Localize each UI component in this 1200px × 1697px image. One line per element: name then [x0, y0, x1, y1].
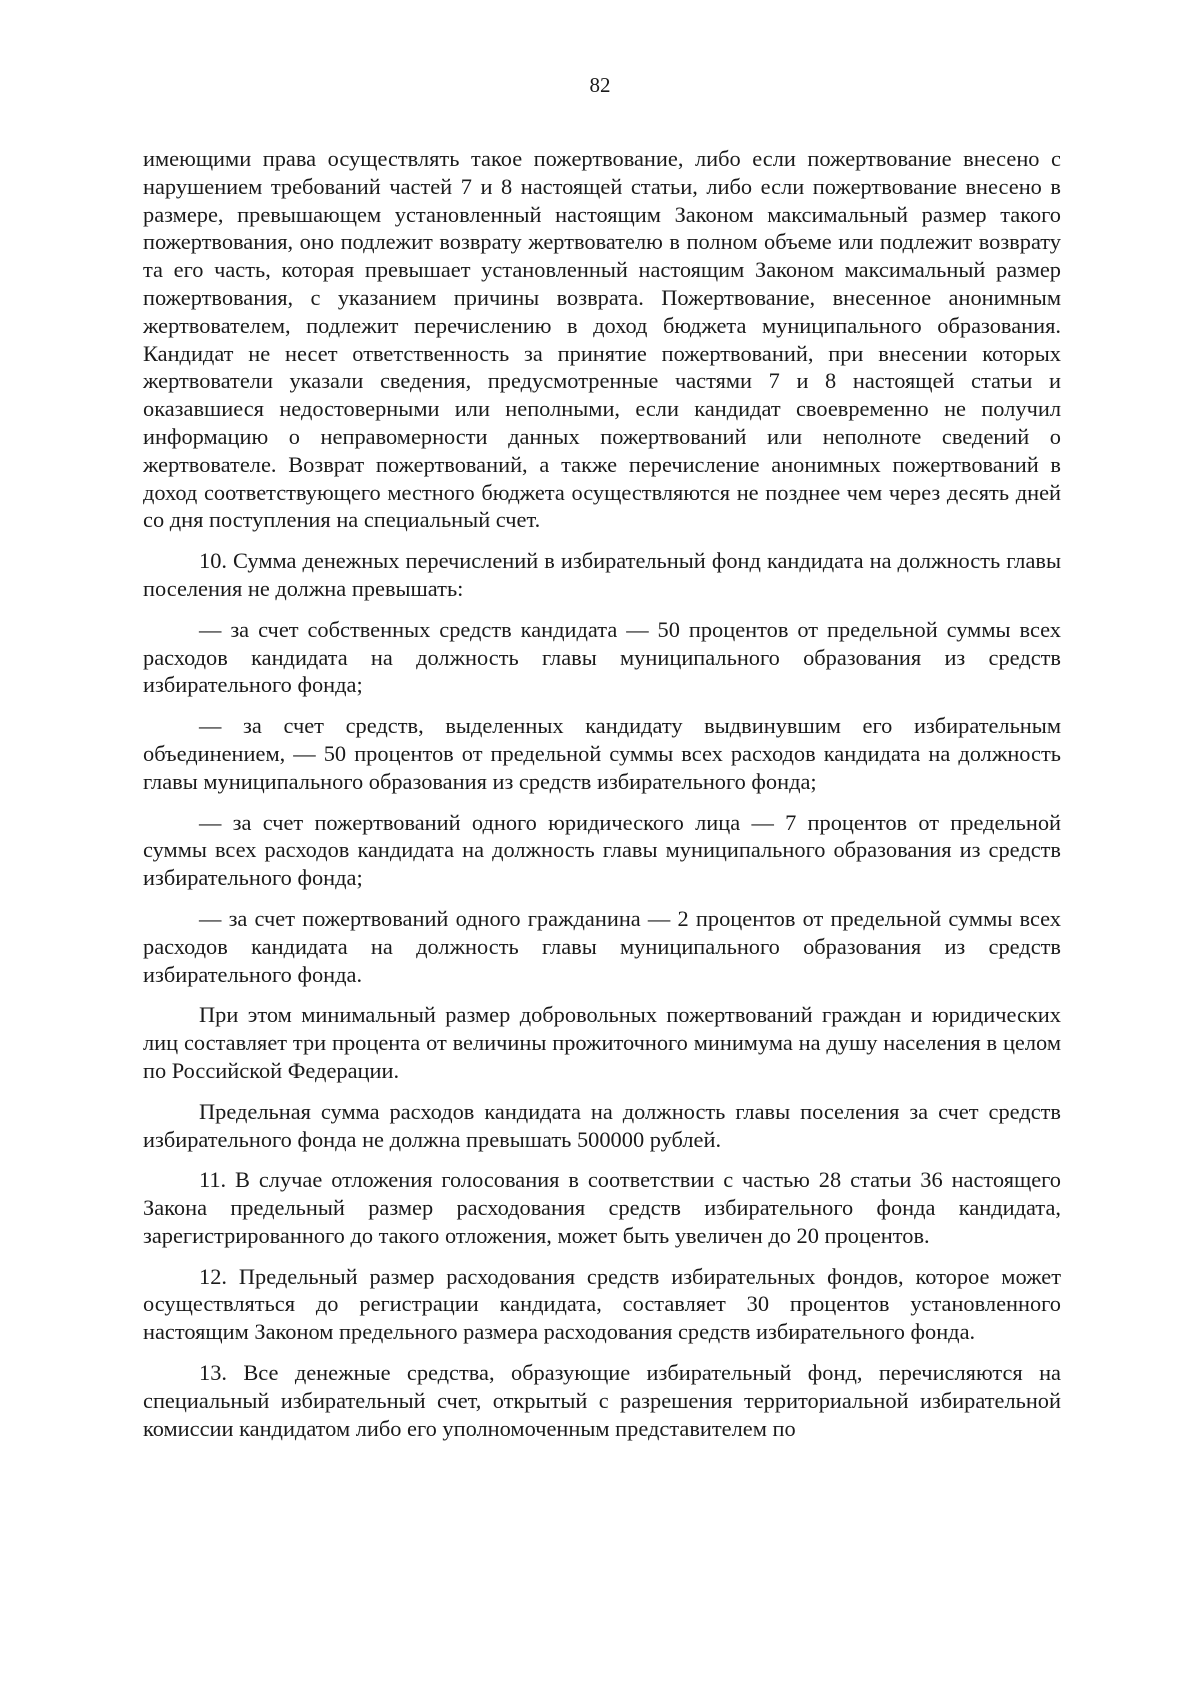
paragraph-own-funds: — за счет собственных средств кандидата — 50 процентов от предельной суммы всех расходов кандидата на должность главы муниципального образования из средств избирательного фонда;	[143, 616, 1061, 698]
paragraph-legal-entity: — за счет пожертвований одного юридического лица — 7 процентов от предельной суммы всех расходов кандидата на должность главы муниципального образования из средств избирательного фонда;	[143, 809, 1061, 891]
paragraph-item-12: 12. Предельный размер расходования средств избирательных фондов, которое может осуществляться до регистрации кандидата, составляет 30 процентов установленного настоящим Законом предельного размера расходования средств избирательного фонда.	[143, 1263, 1061, 1345]
paragraph-item-13: 13. Все денежные средства, образующие избирательный фонд, перечисляются на специальный избирательный счет, открытый с разрешения территориальной избирательной комиссии кандидатом либо его уполномоченным представителем по	[143, 1360, 1061, 1441]
document-body	[143, 145, 1061, 1455]
paragraph-item-11: 11. В случае отложения голосования в соответствии с частью 28 статьи 36 настоящего Закона предельный размер расходования средств избирательного фонда кандидата, зарегистрированного до такого отложения, может быть увеличен до 20 процентов.	[143, 1167, 1061, 1248]
paragraph-minimum-donation: При этом минимальный размер добровольных пожертвований граждан и юридических лиц составляет три процента от величины прожиточного минимума на душу населения в целом по Российской Федерации.	[143, 1002, 1061, 1083]
paragraph-continuation: имеющими права осуществлять такое пожертвование, либо если пожертвование внесено с нарушением требований частей 7 и 8 настоящей статьи, либо если пожертвование внесено в размере, превышающем установленный настоящим Законом максимальный размер такого пожертвования, оно подлежит возврату жертвователю в полном объеме или подлежит возврату та его часть, которая превышает установленный настоящим Законом максимальный размер пожертвования, с указанием причины возврата. Пожертвование, внесенное анонимным жертвователем, подлежит перечислению в доход бюджета муниципального образования. Кандидат не несет ответственность за принятие пожертвований, при внесении которых жертвователи указали сведения, предусмотренные частями 7 и 8 настоящей статьи и оказавшиеся недостоверными или неполными, если кандидат своевременно не получил информацию о неправомерности данных пожертвований или неполноте сведений о жертвователе. Возврат пожертвований, а также перечисление анонимных пожертвований в доход соответствующего местного бюджета осуществляются не позднее чем через десять дней со дня поступления на специальный счет.	[143, 146, 1061, 533]
paragraph-citizen: — за счет пожертвований одного гражданина — 2 процентов от предельной суммы всех расходов кандидата на должность главы муниципального образования из средств избирательного фонда.	[143, 905, 1061, 987]
paragraph-item-10: 10. Сумма денежных перечислений в избирательный фонд кандидата на должность главы поселения не должна превышать:	[143, 548, 1061, 601]
page-number: 82	[589, 73, 611, 97]
paragraph-party-funds: — за счет средств, выделенных кандидату выдвинувшим его избирательным объединением, — 50 процентов от предельной суммы всех расходов кандидата на должность главы муниципального образования из средств избирательного фонда;	[143, 713, 1061, 794]
paragraph-limit-sum: Предельная сумма расходов кандидата на должность главы поселения за счет средств избирательного фонда не должна превышать 500000 рублей.	[143, 1098, 1061, 1152]
